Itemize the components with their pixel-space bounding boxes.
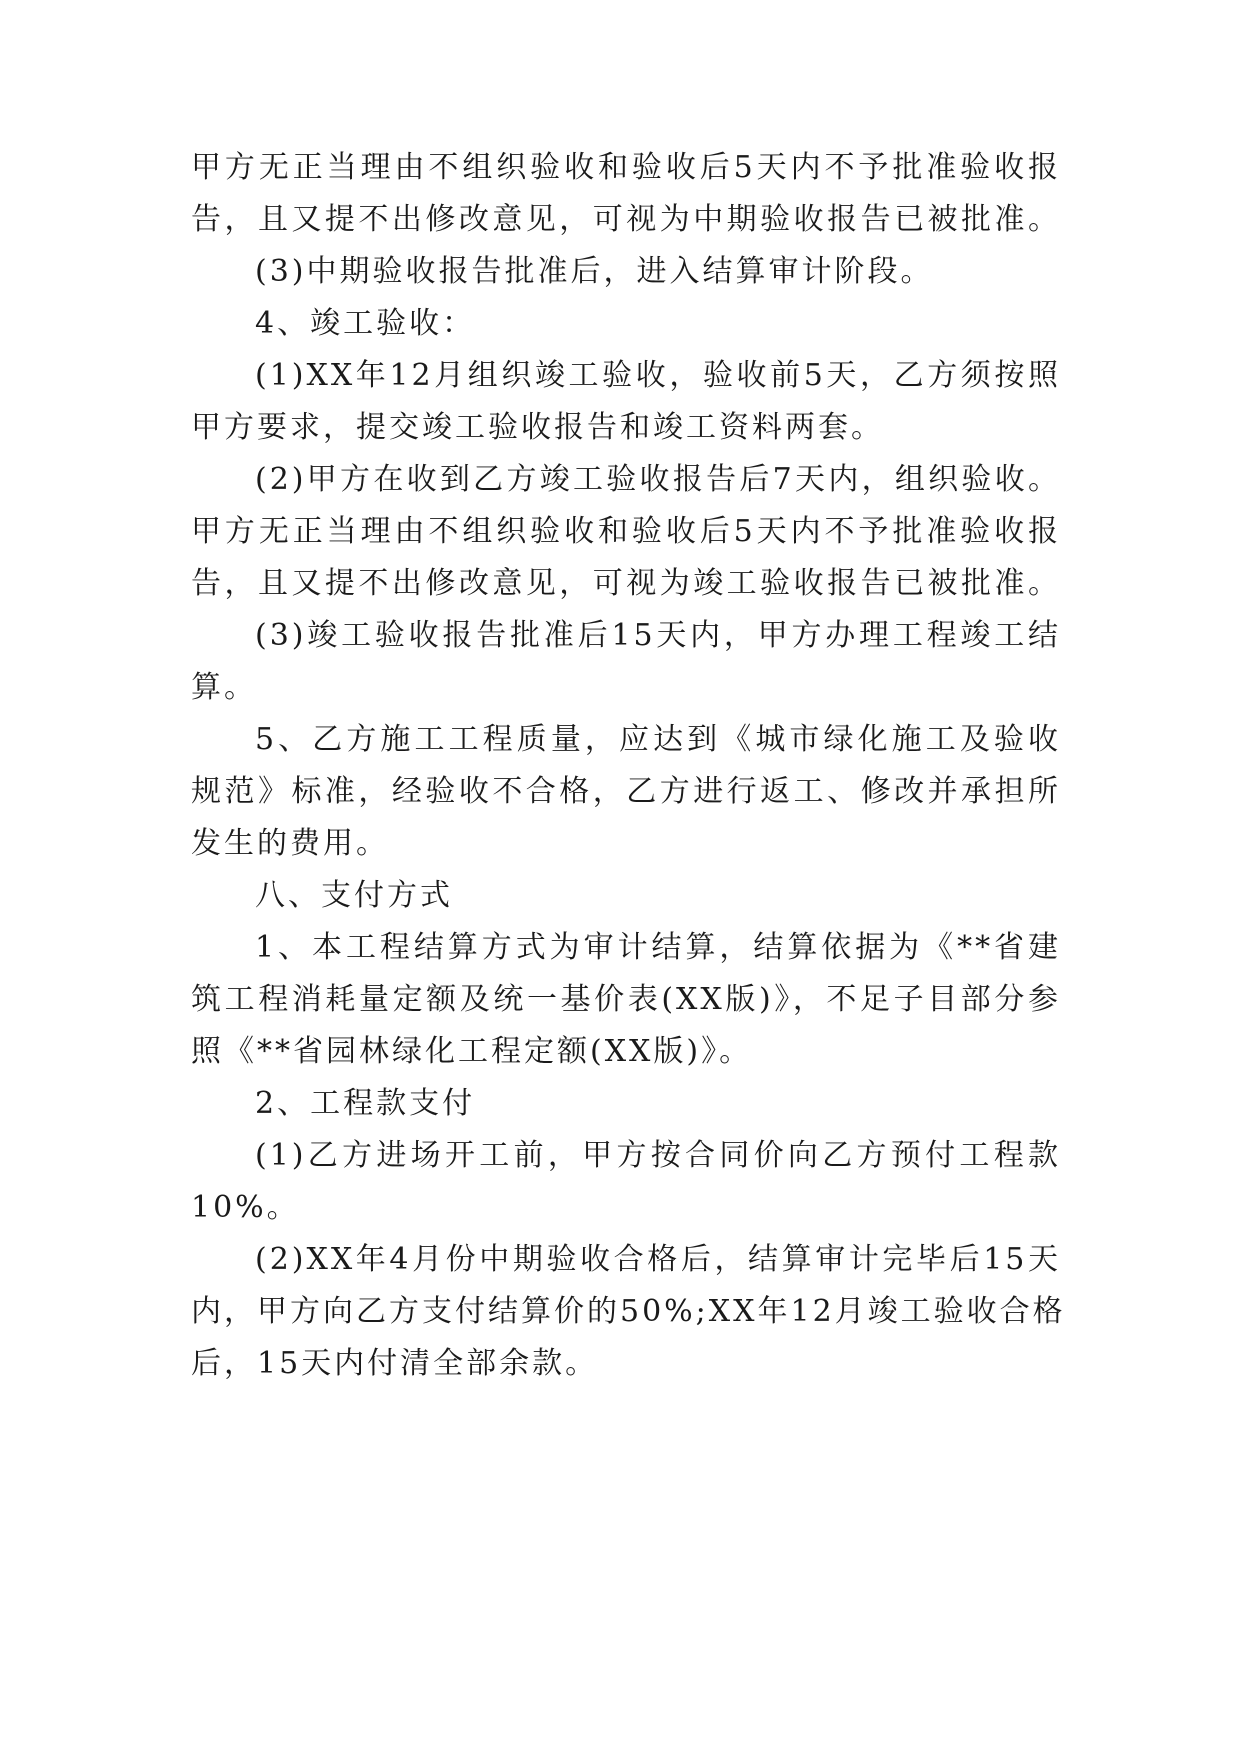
text-line: 照《**省园林绿化工程定额(XX版)》。: [191, 1034, 753, 1069]
text-line: 筑工程消耗量定额及统一基价表(XX版)》，不足子目部分参: [191, 982, 1061, 1017]
text-line: 算。: [191, 670, 257, 705]
text-line: 规范》标准，经验收不合格，乙方进行返工、修改并承担所: [191, 774, 1061, 809]
text-line: (3)竣工验收报告批准后15天内，甲方办理工程竣工结: [255, 618, 1061, 653]
text-line: 告，且又提不出修改意见，可视为竣工验收报告已被批准。: [191, 566, 1061, 601]
text-line: 甲方无正当理由不组织验收和验收后5天内不予批准验收报: [191, 150, 1061, 185]
text-line: 2、工程款支付: [255, 1086, 476, 1121]
section-heading: 八、支付方式: [255, 878, 453, 913]
text-line: (3)中期验收报告批准后，进入结算审计阶段。: [255, 254, 934, 289]
text-line: 4、竣工验收：: [255, 306, 476, 341]
text-line: (1)乙方进场开工前，甲方按合同价向乙方预付工程款: [255, 1138, 1061, 1173]
text-line: 内，甲方向乙方支付结算价的50%;XX年12月竣工验收合格: [191, 1294, 1066, 1329]
text-line: (2)甲方在收到乙方竣工验收报告后7天内，组织验收。: [255, 462, 1061, 497]
text-line: (1)XX年12月组织竣工验收，验收前5天，乙方须按照: [255, 358, 1061, 393]
text-line: 10%。: [191, 1190, 300, 1225]
text-line: (2)XX年4月份中期验收合格后，结算审计完毕后15天: [255, 1242, 1061, 1277]
text-line: 甲方无正当理由不组织验收和验收后5天内不予批准验收报: [191, 514, 1061, 549]
text-line: 5、乙方施工工程质量，应达到《城市绿化施工及验收: [255, 722, 1061, 757]
text-line: 甲方要求，提交竣工验收报告和竣工资料两套。: [191, 410, 884, 445]
text-line: 告，且又提不出修改意见，可视为中期验收报告已被批准。: [191, 202, 1061, 237]
text-line: 1、本工程结算方式为审计结算，结算依据为《**省建: [255, 930, 1061, 965]
text-line: 发生的费用。: [191, 826, 389, 861]
text-line: 后，15天内付清全部余款。: [191, 1346, 599, 1381]
